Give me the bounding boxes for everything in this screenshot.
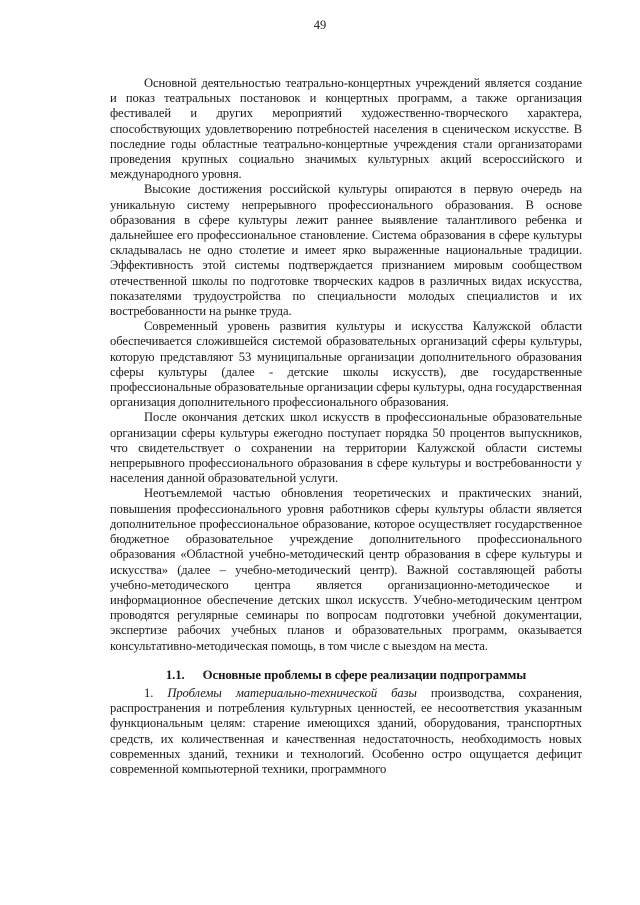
paragraph-problems xyxy=(110,686,582,777)
problem-text: производства, сохранения, распространения и потребления культурных ценностей, ее несоответствия указанным функциональным целям: старение имеющихся зданий, оборудования, транспортных средств, их количественная и качественная недостаточность, необходимость новых современных зданий, техники и технологий. Особенно остро ощущается дефицит современной компьютерной техники, программного xyxy=(110,685,582,776)
section-number: 1.1. xyxy=(165,667,185,682)
problem-number: 1. xyxy=(144,685,168,700)
paragraph-methodical-center: Неотъемлемой частью обновления теоретических и практических знаний, повышения профессионального уровня работников сферы культуры области является дополнительное профессиональное образование, которое осуществляет государственное бюджетное образовательное учреждение дополнительного профессионального образования «Областной учебно-методический центр образования в сфере культуры и искусства» (далее – учебно-методический центр). Важной составляющей работы учебно-методического центра является организационно-методическое и информационное обеспечение детских школ искусств. Учебно-методическим центром проводятся регулярные семинары по вопросам подготовки учебной документации, экспертизе рабочих учебных планов и образовательных программ, оказывается консультативно-методическая помощь, в том числе с выездом на места. xyxy=(110,486,582,653)
section-heading xyxy=(110,668,582,683)
section-title: Основные проблемы в сфере реализации подпрограммы xyxy=(202,667,527,682)
page-number: 49 xyxy=(313,18,327,32)
paragraph-kaluga-organizations: Современный уровень развития культуры и искусства Калужской области обеспечивается сложившейся системой образовательных организаций сферы культуры, которую представляют 53 муниципальные организации дополнительного образования сферы культуры (далее - детские школы искусств), две государственные профессиональные образовательные организации сферы культуры, одна государственная организация дополнительного профессионального образования. xyxy=(110,319,582,410)
document-body xyxy=(110,76,582,777)
paragraph-graduates: После окончания детских школ искусств в профессиональные образовательные организации сферы культуры ежегодно поступает порядка 50 процентов выпускников, что свидетельствует о сохранении на территории Калужской области системы непрерывного профессионального образования в сфере культуры и востребованности у населения данной образовательной услуги. xyxy=(110,410,582,486)
paragraph-theatre-concert: Основной деятельностью театрально-концертных учреждений является создание и показ театральных постановок и концертных программ, а также организация фестивалей и других мероприятий художественно-творческого характера, способствующих удовлетворению потребностей населения в сценическом искусстве. В последние годы областные театрально-концертные учреждения стали организаторами проведения крупных социально значимых культурных акций всероссийского и международного уровня. xyxy=(110,76,582,182)
problem-title: Проблемы материально-технической базы xyxy=(167,685,417,700)
paragraph-education-system: Высокие достижения российской культуры опираются в первую очередь на уникальную систему непрерывного профессионального образования. В основе образования в сфере культуры лежит раннее выявление талантливого ребенка и дальнейшее его профессиональное становление. Система образования в сфере культуры складывалась не одно столетие и имеет ярко выраженные национальные традиции. Эффективность этой системы подтверждается признанием мировым сообществом отечественной школы по подготовке творческих кадров в различных видах искусства, показателями трудоустройства по специальности молодых специалистов и их востребованности на рынке труда. xyxy=(110,182,582,319)
